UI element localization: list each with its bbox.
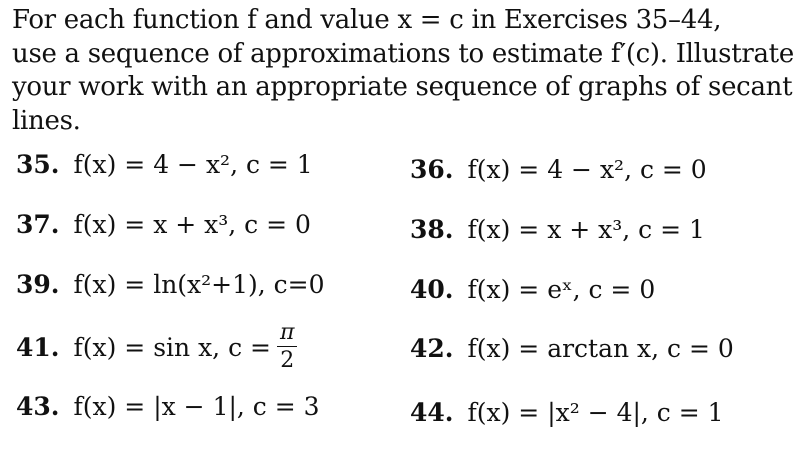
exercise-number: 36.	[410, 155, 454, 184]
exercise-number: 44.	[410, 398, 454, 427]
exercise-formula: f(x) = sin x, c =	[73, 332, 271, 362]
exercise-36	[410, 155, 707, 184]
fraction-pi-over-2	[277, 322, 297, 372]
exercise-number: 41.	[16, 332, 60, 362]
exercise-38	[410, 215, 705, 244]
exercise-formula: f(x) = |x − 1|, c = 3	[73, 392, 320, 421]
exercise-formula: f(x) = arctan x, c = 0	[467, 334, 734, 363]
exercise-39	[16, 270, 325, 299]
exercise-formula: f(x) = 4 − x², c = 0	[467, 155, 707, 184]
exercise-formula: f(x) = eˣ, c = 0	[467, 275, 656, 304]
exercise-43	[16, 392, 320, 421]
exercise-formula: f(x) = x + x³, c = 0	[73, 210, 311, 239]
exercise-formula: f(x) = ln(x²+1), c=0	[73, 270, 325, 299]
exercise-number: 40.	[410, 275, 454, 304]
exercise-44	[410, 398, 724, 427]
exercise-instructions	[12, 4, 794, 138]
exercise-35	[16, 150, 313, 179]
exercise-number: 39.	[16, 270, 60, 299]
instructions-line-1: For each function f and value x = c in Exercises 35–44,	[12, 5, 722, 35]
exercise-formula: f(x) = 4 − x², c = 1	[73, 150, 313, 179]
exercise-number: 37.	[16, 210, 60, 239]
fraction-numerator: π	[279, 320, 295, 345]
instructions-line-2: use a sequence of approximations to estimate f′(c). Illustrate	[12, 38, 794, 69]
instructions-line-4: lines.	[12, 105, 81, 136]
exercise-number: 42.	[410, 334, 454, 363]
exercise-37	[16, 210, 311, 239]
exercise-number: 43.	[16, 392, 60, 421]
instructions-line-3: your work with an appropriate sequence of graphs of secant	[12, 72, 793, 102]
exercise-number: 38.	[410, 215, 454, 244]
exercise-formula: f(x) = |x² − 4|, c = 1	[467, 398, 724, 427]
fraction-denominator: 2	[280, 348, 295, 373]
exercise-formula: f(x) = x + x³, c = 1	[467, 215, 705, 244]
exercise-41	[16, 322, 297, 372]
exercise-42	[410, 334, 734, 363]
exercise-number: 35.	[16, 150, 60, 179]
exercise-40	[410, 275, 655, 304]
